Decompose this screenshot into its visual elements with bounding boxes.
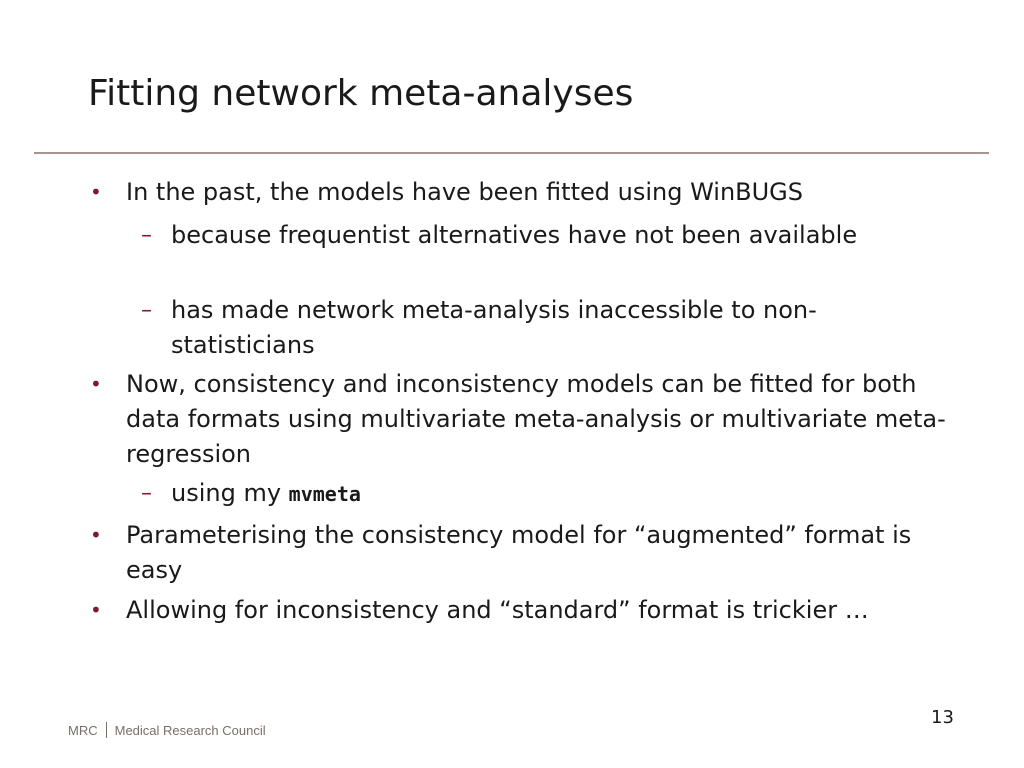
sub-bullet-marker: – [141, 298, 152, 323]
title-divider [34, 152, 989, 154]
bullet-text: Allowing for inconsistency and “standard” format is trickier … [126, 596, 869, 624]
footer-logo [68, 722, 266, 738]
sub-bullet-item [141, 218, 931, 253]
bullet-text: Now, consistency and inconsistency models can be fitted for both data formats using multivariate meta-analysis or multivariate meta-regression [126, 370, 946, 468]
bullet-item [90, 175, 946, 210]
bullet-marker: • [90, 598, 102, 622]
footer-org-full: Medical Research Council [114, 722, 266, 738]
bullet-item [90, 367, 946, 472]
sub-bullet-text: using my [171, 479, 289, 507]
code-term: mvmeta [288, 482, 361, 506]
bullet-marker: • [90, 372, 102, 396]
footer-separator [106, 722, 107, 738]
bullet-marker: • [90, 180, 102, 204]
bullet-item [90, 593, 946, 628]
bullet-item [90, 518, 946, 588]
sub-bullet-marker: – [141, 223, 152, 248]
sub-bullet-text: because frequentist alternatives have not been available [171, 221, 858, 249]
sub-bullet-item [141, 293, 931, 363]
sub-bullet-item [141, 476, 931, 512]
page-number: 13 [931, 707, 954, 728]
bullet-marker: • [90, 523, 102, 547]
footer-org-short: MRC [68, 722, 98, 738]
bullet-text: Parameterising the consistency model for “augmented” format is easy [126, 521, 912, 584]
sub-bullet-marker: – [141, 481, 152, 506]
sub-bullet-text: has made network meta-analysis inaccessible to non-statisticians [171, 296, 817, 359]
bullet-text: In the past, the models have been fitted using WinBUGS [126, 178, 804, 206]
slide-title: Fitting network meta-analyses [88, 73, 634, 114]
